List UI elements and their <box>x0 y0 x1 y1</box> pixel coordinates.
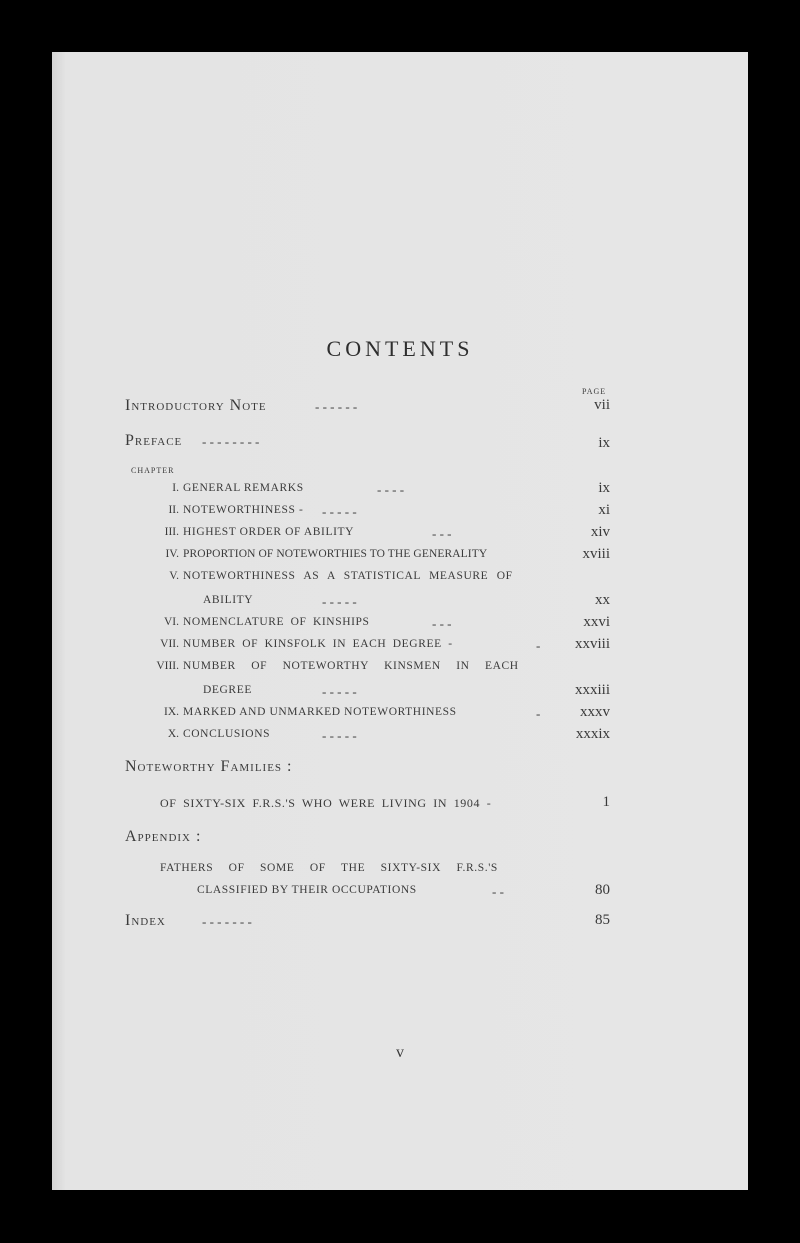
chapter-title[interactable]: NOTEWORTHINESS AS A STATISTICAL MEASURE OF <box>183 570 513 582</box>
chapter-title[interactable]: GENERAL REMARKS <box>183 482 304 494</box>
chapter-title-continued[interactable]: ABILITY <box>203 594 254 606</box>
chapter-number: IX. <box>163 706 179 718</box>
chapter-number: I. <box>172 482 179 494</box>
toc-leader: - - - <box>432 526 452 541</box>
toc-leader: - - - - - - - <box>202 914 252 929</box>
toc-appendix-page: 80 <box>595 882 610 898</box>
chapter-number: VI. <box>163 616 179 628</box>
toc-introductory-note-page: vii <box>594 397 610 413</box>
chapter-title[interactable]: NUMBER OF NOTEWORTHY KINSMEN IN EACH <box>183 660 519 672</box>
chapter-number: II. <box>168 504 179 516</box>
toc-leader: - - - - - - - - <box>202 434 260 449</box>
chapter-page: xiv <box>590 524 610 540</box>
chapter-title[interactable]: HIGHEST ORDER OF ABILITY <box>183 526 355 538</box>
page-folio: v <box>396 1044 404 1061</box>
chapter-page: ix <box>598 480 610 496</box>
chapter-page: xx <box>595 592 610 608</box>
book-page <box>52 52 748 1190</box>
chapter-title[interactable]: CONCLUSIONS <box>183 728 271 740</box>
chapter-number: III. <box>164 526 179 538</box>
chapter-title[interactable]: NOTEWORTHINESS - <box>183 504 304 516</box>
toc-preface-label[interactable]: Preface <box>125 432 183 449</box>
chapter-title[interactable]: NUMBER OF KINSFOLK IN EACH DEGREE - <box>183 638 453 650</box>
toc-introductory-note-label[interactable]: Introductory Note <box>125 397 267 414</box>
chapter-title-continued[interactable]: DEGREE <box>203 684 252 696</box>
toc-noteworthy-families-label[interactable]: Noteworthy Families : <box>125 758 293 775</box>
toc-noteworthy-families-entry[interactable]: OF SIXTY-SIX F.R.S.'S WHO WERE LIVING IN 1904 - <box>160 796 492 810</box>
chapter-page: xi <box>598 502 610 518</box>
toc-leader: - - <box>492 884 504 899</box>
toc-appendix-label[interactable]: Appendix : <box>125 828 202 845</box>
toc-leader: - - - <box>432 616 452 631</box>
chapter-number: IV. <box>165 548 179 560</box>
chapter-number: VIII. <box>156 660 179 672</box>
toc-appendix-line2[interactable]: CLASSIFIED BY THEIR OCCUPATIONS <box>197 884 417 896</box>
toc-leader: - - - - - <box>322 504 357 519</box>
chapter-title[interactable]: NOMENCLATURE OF KINSHIPS <box>183 616 370 628</box>
chapter-page: xxvi <box>583 614 610 630</box>
toc-leader: - <box>536 706 541 721</box>
chapter-title[interactable]: PROPORTION OF NOTEWORTHIES TO THE GENERALITY <box>183 548 488 560</box>
toc-leader: - - - - <box>377 482 405 497</box>
toc-index-label[interactable]: Index <box>125 912 166 929</box>
page-title: CONTENTS <box>326 336 474 361</box>
page-column-heading: PAGE <box>582 387 607 396</box>
chapter-page: xxxix <box>575 726 610 742</box>
toc-noteworthy-families-page: 1 <box>602 794 610 810</box>
toc-preface-page: ix <box>598 435 610 451</box>
chapter-page: xxxv <box>580 704 610 720</box>
chapter-page: xviii <box>582 546 610 562</box>
toc-leader: - - - - - - <box>315 399 358 414</box>
chapter-column-heading: CHAPTER <box>131 466 175 475</box>
toc-leader: - - - - - <box>322 594 357 609</box>
chapter-number: V. <box>169 570 179 582</box>
toc-leader: - - - - - <box>322 728 357 743</box>
chapter-page: xxviii <box>574 636 610 652</box>
chapter-page: xxxiii <box>574 682 610 698</box>
toc-index-page: 85 <box>595 912 610 928</box>
toc-appendix-line1[interactable]: FATHERS OF SOME OF THE SIXTY-SIX F.R.S.'S <box>160 862 498 874</box>
toc-leader: - - - - - <box>322 684 357 699</box>
chapter-title[interactable]: MARKED AND UNMARKED NOTEWORTHINESS <box>183 706 457 718</box>
toc-leader: - <box>536 638 541 653</box>
chapter-number: VII. <box>160 638 179 650</box>
chapter-number: X. <box>167 728 179 740</box>
